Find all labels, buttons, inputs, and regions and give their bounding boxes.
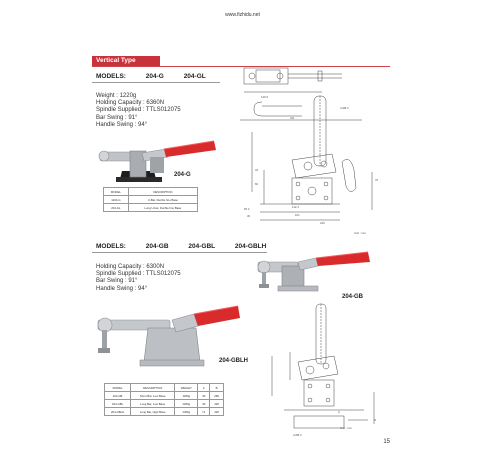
spec-handle-swing: Handle Swing : 94°	[96, 121, 148, 128]
spec-handle-swing: Handle Swing : 94°	[96, 285, 148, 292]
drawing-unit-note: Unit : mm	[340, 426, 352, 430]
spec-spindle: Spindle Supplied : TTLS012075	[96, 271, 181, 278]
model-code: 204-GL	[183, 73, 206, 80]
table-cell: 318	[210, 408, 224, 416]
table-cell: 204-GBL	[105, 400, 131, 408]
table-header: DESCRIPTION	[131, 384, 175, 392]
dim-label: 129.6	[261, 95, 268, 99]
table-header: B	[210, 384, 224, 392]
table-cell: Long Bar, Low Base	[131, 400, 175, 408]
dim-label: 101	[295, 213, 300, 217]
spec-weight: Weight : 1220g	[96, 93, 137, 99]
model-code: 204-GBLH	[234, 243, 267, 250]
clamp-photo-204-gb	[252, 248, 374, 298]
models-underline	[92, 82, 220, 83]
clamp-photo-204-g	[92, 135, 222, 190]
models-heading-1	[96, 73, 224, 80]
models-label: MODELS:	[96, 73, 126, 80]
table-cell: 40	[198, 400, 210, 408]
table-cell: 318	[210, 400, 224, 408]
table-cell: 204-GBLH	[105, 408, 131, 416]
spec-bar-swing: Bar Swing : 91°	[96, 278, 138, 285]
table-row	[105, 408, 224, 416]
technical-drawing-204-gb	[264, 300, 389, 442]
specs-list-1	[96, 93, 181, 129]
dim-label: 65.3	[244, 207, 250, 211]
dim-label: 82	[255, 182, 259, 186]
section-title: Vertical Type	[92, 56, 160, 66]
product-label-204-gb: 204-GB	[342, 294, 364, 300]
specs-list-2	[96, 264, 181, 293]
table-cell: Long U-bar, Duchle hno Base	[128, 204, 197, 212]
table-cell: 71	[198, 408, 210, 416]
table-cell: U-Bar, Duchle hno Base	[128, 196, 197, 204]
table-row	[104, 204, 198, 212]
table-header: WEIGHT	[175, 384, 198, 392]
spec-holding-capacity: Holding Capacity : 6360N	[96, 100, 165, 107]
table-cell: 1204-G	[104, 196, 129, 204]
models-underline	[92, 252, 267, 253]
model-table-2	[104, 383, 224, 416]
table-row	[105, 400, 224, 408]
spec-holding-capacity: Holding Capacity : 6300N	[96, 264, 165, 270]
table-cell: 1180g	[175, 392, 198, 400]
dim-label: 4-Ø8.3	[340, 106, 349, 110]
technical-drawing-204-g	[232, 62, 394, 234]
dim-label: 30	[247, 214, 251, 218]
table-header: MODEL	[104, 188, 129, 196]
table-cell: 204-GL	[104, 204, 129, 212]
table-cell: Long Bar, High Base	[131, 408, 175, 416]
table-cell: Short Bar, Low Base	[131, 392, 175, 400]
spec-bar-swing: Bar Swing : 91°	[96, 114, 138, 121]
dim-label: B	[374, 418, 376, 422]
table-row	[105, 392, 224, 400]
site-url: www.fizhidu.net	[225, 12, 260, 18]
model-code: 204-GBL	[188, 243, 216, 250]
models-label: MODELS:	[96, 243, 126, 250]
table-cell: 1260g	[175, 400, 198, 408]
model-code: 204-GB	[145, 243, 169, 250]
table-cell: 40	[198, 392, 210, 400]
dim-label: 311	[290, 116, 295, 120]
table-header: DESCRIPTION	[128, 188, 197, 196]
dim-label: 34	[255, 168, 259, 172]
table-header: MODEL	[105, 384, 131, 392]
product-label-204-gblh: 204-GBLH	[219, 358, 249, 364]
table-row	[104, 196, 198, 204]
dim-label: 4-Ø8.3	[293, 433, 302, 437]
model-table-1	[103, 187, 198, 212]
drawing-unit-note: Unit : mm	[354, 231, 366, 235]
dim-label: 112.4	[292, 205, 299, 209]
spec-spindle: Spindle Supplied : TTLS012075	[96, 107, 181, 114]
table-cell: 268	[210, 392, 224, 400]
page-number: 15	[383, 439, 390, 445]
model-code: 204-G	[145, 73, 164, 80]
table-cell: 204-GB	[105, 392, 131, 400]
dim-label: 249	[320, 221, 325, 225]
dim-label: A	[338, 410, 340, 414]
table-cell: 1460g	[175, 408, 198, 416]
product-label-204-g: 204-G	[174, 172, 191, 178]
dim-label: 70	[375, 178, 379, 182]
table-header: A	[198, 384, 210, 392]
